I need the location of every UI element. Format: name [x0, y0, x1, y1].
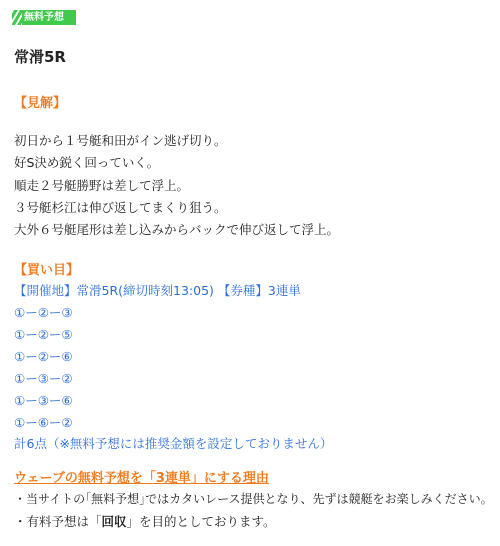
kenkai-line: ３号艇杉江は伸び返してまくり狙う。	[14, 200, 227, 215]
kenkai-line: 初日から１号艇和田がイン逃げ切り。	[14, 133, 227, 148]
reason-heading: ウェーブの無料予想を「3連単」にする理由	[14, 471, 269, 486]
kenkai-heading: 【見解】	[14, 96, 67, 111]
kenkai-line: 順走２号艇勝野は差して浮上。	[14, 178, 190, 193]
combo-item: ①ー③ー⑥	[14, 393, 73, 408]
reason-line-2	[14, 512, 276, 530]
combo-item: ①ー②ー⑥	[14, 349, 73, 364]
combo-item: ①ー⑥ー②	[14, 415, 73, 430]
reason-line-2-bold: 回収	[101, 514, 127, 529]
free-prediction-badge	[12, 10, 76, 25]
combo-item: ①ー②ー⑤	[14, 327, 73, 342]
kenkai-line: 好S決め鋭く回っていく。	[14, 155, 160, 170]
badge-label: 無料予想	[24, 12, 64, 23]
reason-line-2-post: 」を目的としております。	[126, 514, 276, 529]
kenkai-line: 大外６号艇尾形は差し込みからバックで伸び返して浮上。	[14, 222, 340, 237]
kaime-heading: 【買い目】	[14, 263, 80, 278]
combo-total: 計6点（※無料予想には推奨金額を設定しておりません）	[14, 436, 333, 451]
badge-stripe-decoration	[12, 10, 22, 25]
combo-item: ①ー②ー③	[14, 305, 73, 320]
kaime-info: 【開催地】常滑5R(締切時刻13:05) 【券種】3連単	[14, 283, 301, 298]
combo-item: ①ー③ー②	[14, 371, 73, 386]
race-title: 常滑5R	[14, 48, 66, 66]
reason-line-2-pre: ・有料予想は「	[14, 514, 102, 529]
reason-line-1: ・当サイトの｢無料予想｣ではカタいレース提供となり、先ずは競艇をお楽しみください。	[14, 492, 493, 506]
